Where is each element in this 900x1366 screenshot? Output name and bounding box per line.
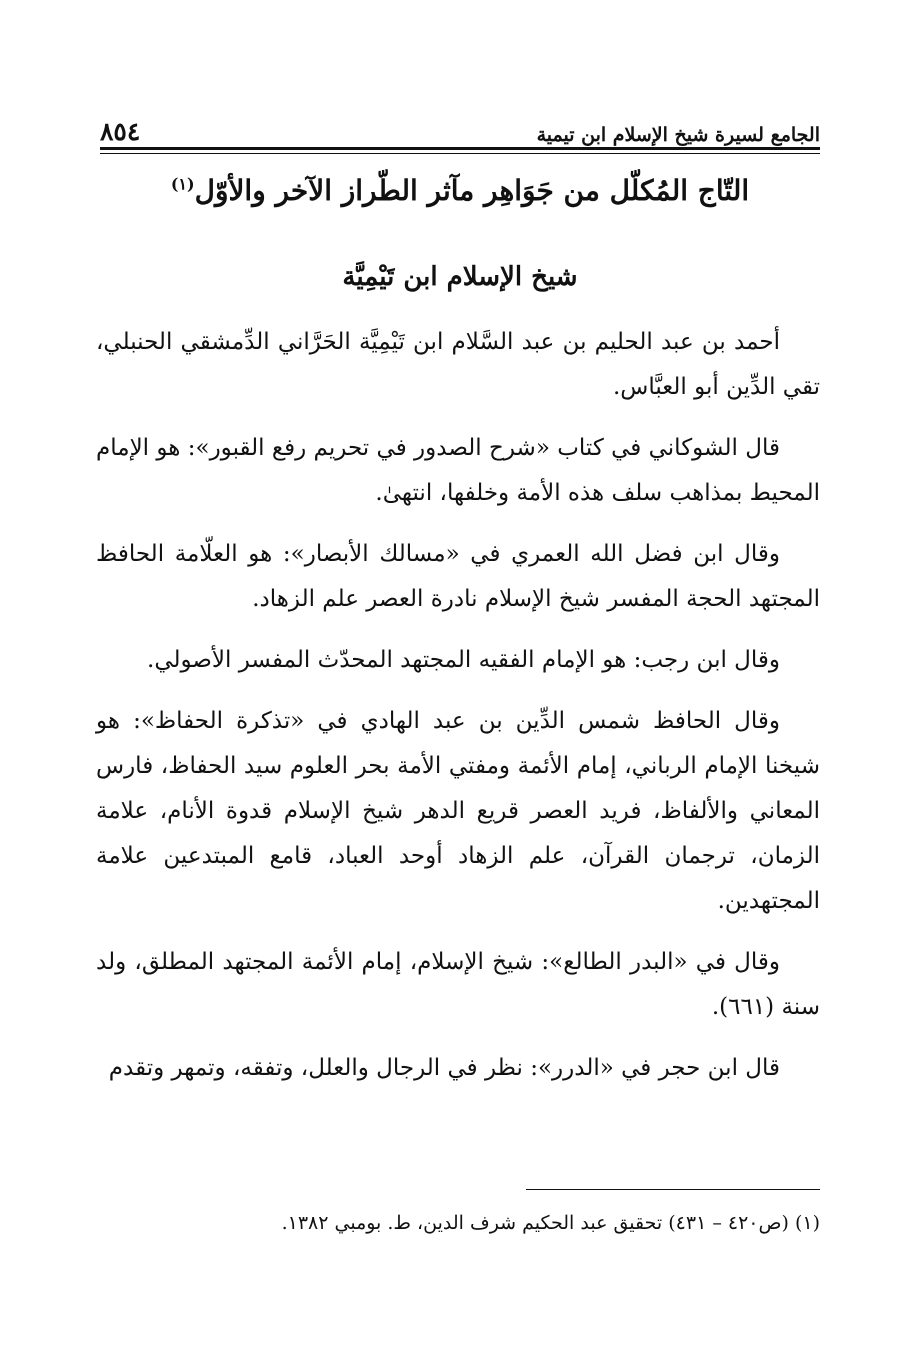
paragraph: وقال ابن رجب: هو الإمام الفقيه المجتهد المحدّث المفسر الأصولي. <box>147 647 780 673</box>
chapter-title <box>100 174 820 207</box>
footnote-separator <box>526 1189 820 1190</box>
paragraph: أحمد بن عبد الحليم بن عبد السَّلام ابن تَيْمِيَّة الحَرَّاني الدِّمشقي الحنبلي، تقي الدِّين أبو العبَّاس. <box>96 329 820 400</box>
footnote-mark[interactable]: (١) <box>170 174 195 194</box>
page-number: ٨٥٤ <box>100 117 141 146</box>
paragraph: وقال الحافظ شمس الدِّين بن عبد الهادي في «تذكرة الحفاظ»: هو شيخنا الإمام الرباني، إمام الأئمة ومفتي الأمة بحر العلوم سيد الحفاظ، فارس المعاني والألفاظ، فريد العصر قريع الدهر شيخ الإسلام قدوة الأنام، علامة الزمان، ترجمان القرآن، علم الزهاد أوحد العباد، قامع المبتدعين علامة المجتهدين. <box>96 708 820 914</box>
footnote: (١) (ص٤٢٠ – ٤٣١) تحقيق عبد الحكيم شرف الدين، ط. بومبي ١٣٨٢. <box>281 1212 820 1234</box>
header-rule-thin <box>100 153 820 154</box>
header-rule-thick <box>100 147 820 150</box>
paragraph: وقال في «البدر الطالع»: شيخ الإسلام، إمام الأئمة المجتهد المطلق، ولد سنة (٦٦١). <box>96 949 820 1020</box>
section-title: شيخ الإسلام ابن تَيْمِيَّة <box>342 262 578 292</box>
chapter-title-text: التّاج المُكلّل من جَوَاهِر مآثر الطّراز الآخر والأوّل <box>194 174 750 207</box>
body-text <box>96 320 820 1107</box>
paragraph: وقال ابن فضل الله العمري في «مسالك الأبصار»: هو العلّامة الحافظ المجتهد الحجة المفسر شيخ الإسلام نادرة العصر علم الزهاد. <box>96 541 820 612</box>
paragraph: قال ابن حجر في «الدرر»: نظر في الرجال والعلل، وتفقه، وتمهر وتقدم <box>108 1055 780 1081</box>
running-header <box>100 116 820 146</box>
book-title: الجامع لسيرة شيخ الإسلام ابن تيمية <box>536 124 820 146</box>
paragraph: قال الشوكاني في كتاب «شرح الصدور في تحريم رفع القبور»: هو الإمام المحيط بمذاهب سلف هذه الأمة وخلفها، انتهىٰ. <box>96 435 820 506</box>
